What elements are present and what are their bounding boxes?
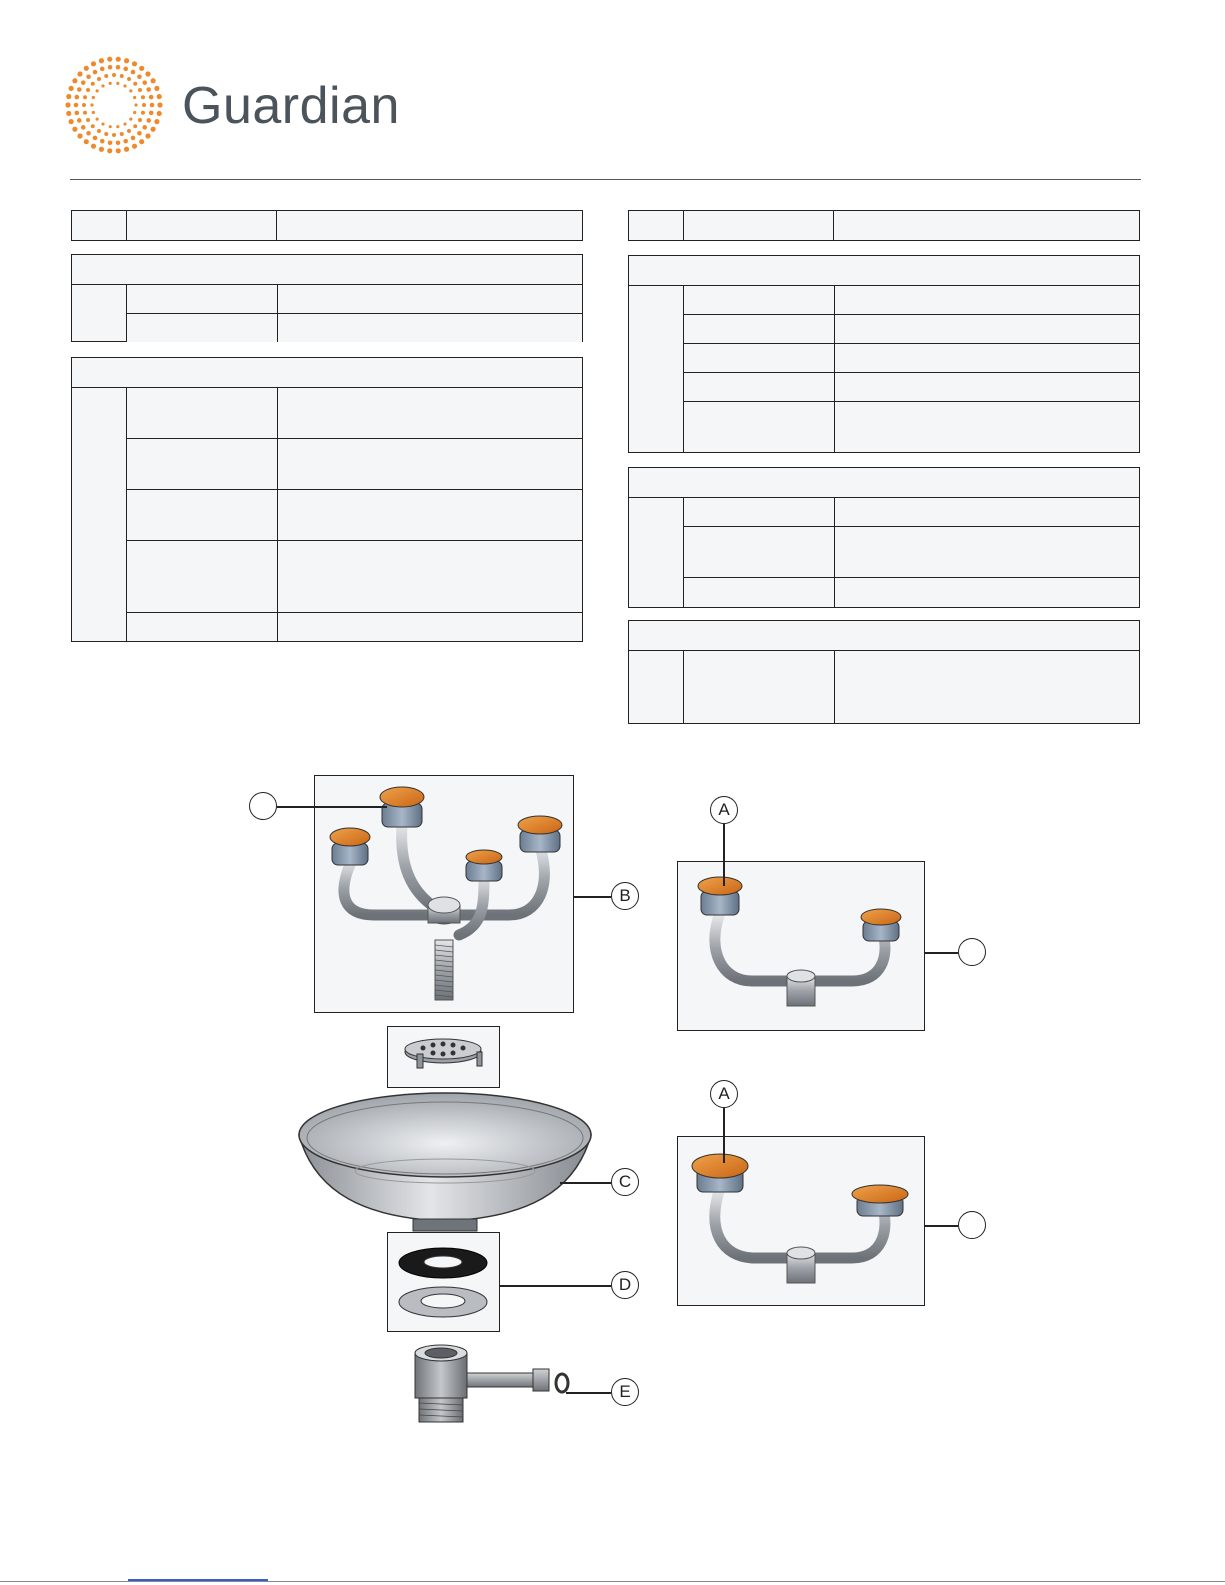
header-rule: [70, 179, 1141, 180]
section-title: [629, 256, 1139, 286]
bowl-image: [295, 1083, 595, 1233]
spray-head: [466, 850, 502, 881]
parts-table-left: [71, 210, 583, 642]
logo-dot: [72, 78, 77, 83]
logo-dot: [139, 66, 144, 71]
logo-dot: [142, 80, 147, 85]
table-row: [684, 315, 1139, 344]
logo-dot: [69, 86, 74, 91]
logo-dot: [104, 132, 108, 136]
logo-dot: [66, 94, 71, 99]
logo-dot: [131, 70, 136, 75]
logo-dot: [84, 139, 89, 144]
logo-dot: [123, 84, 126, 87]
table-row: [127, 613, 582, 641]
logo-dot: [149, 111, 154, 116]
table-row: [127, 439, 582, 490]
callout-leader: [723, 824, 725, 886]
logo-dot: [120, 132, 124, 136]
callout-leader: [500, 1285, 611, 1287]
section-key-column: [72, 285, 127, 341]
logo-dot: [86, 74, 91, 79]
logo-dot: [93, 70, 98, 75]
logo-dot: [127, 77, 131, 81]
logo-dot: [107, 57, 112, 62]
table-row: [127, 541, 582, 613]
logo-dot: [72, 127, 77, 132]
logo-dot: [131, 136, 136, 141]
table-row: [127, 388, 582, 439]
callout-a: A: [710, 796, 738, 824]
callout-blank: [249, 792, 277, 820]
four-head-spray-assembly-image: [314, 775, 574, 1013]
logo-dot: [92, 111, 95, 114]
table-row: [684, 651, 1139, 723]
logo-dot: [101, 122, 104, 125]
callout-leader: [925, 1225, 958, 1227]
section-title: [72, 255, 582, 285]
logo-dot: [86, 118, 90, 122]
table-section: [71, 357, 583, 642]
section-title: [72, 358, 582, 388]
logo-dot: [81, 80, 86, 85]
callout-a: A: [710, 1080, 738, 1108]
logo-dot: [154, 119, 159, 124]
table-row: [684, 373, 1139, 402]
logo-dot: [109, 125, 112, 128]
logo-dot: [96, 118, 99, 121]
section-key-column: [72, 388, 127, 641]
logo-dot: [123, 67, 128, 72]
table-section: [71, 254, 583, 342]
logo-dot: [141, 111, 145, 115]
table-row: [127, 314, 582, 342]
spray-head: [330, 828, 370, 865]
logo-dot: [151, 78, 156, 83]
parts-table-right: [628, 210, 1140, 724]
logo-dot: [65, 102, 70, 107]
logo-dot: [108, 140, 113, 145]
logo-dot: [145, 133, 150, 138]
footer-rule: [0, 1581, 1225, 1582]
logo-dot: [142, 103, 146, 107]
table-header: [628, 210, 1140, 241]
logo-dot: [146, 87, 151, 92]
logo-dot: [91, 82, 95, 86]
callout-leader: [925, 952, 958, 954]
logo-dot: [146, 118, 151, 123]
callout-leader: [723, 1108, 725, 1163]
callout-leader: [560, 1182, 611, 1184]
logo-dot: [116, 140, 121, 145]
table-header: [71, 210, 583, 241]
callout-blank: [958, 938, 986, 966]
logo-dot: [96, 89, 99, 92]
logo-dot: [75, 95, 80, 100]
logo-dot: [100, 67, 105, 72]
logo-dot: [84, 66, 89, 71]
logo-dot: [133, 82, 137, 86]
logo-dot: [116, 82, 119, 85]
logo-dot: [82, 103, 86, 107]
callout-d: D: [611, 1271, 639, 1299]
logo-dot: [141, 95, 145, 99]
logo-dot: [77, 71, 82, 76]
two-head-spray-assembly-large-caps-image: [677, 1136, 925, 1306]
logo-dot: [133, 111, 136, 114]
logo-dot: [116, 148, 121, 153]
logo-dot: [124, 147, 129, 152]
logo-dot: [81, 125, 86, 130]
logo-dot: [132, 144, 137, 149]
logo-dot: [112, 133, 116, 137]
logo-dot: [104, 74, 108, 78]
logo-dot: [112, 73, 116, 77]
callout-b: B: [611, 882, 639, 910]
logo-dot: [127, 129, 131, 133]
table-row: [684, 578, 1139, 607]
logo-dot: [108, 65, 113, 70]
logo-dot: [75, 111, 80, 116]
logo-dot: [129, 89, 132, 92]
logo-dot: [157, 102, 162, 107]
callout-blank: [958, 1211, 986, 1239]
guardian-logo-icon: [64, 55, 164, 155]
callout-leader: [566, 1392, 611, 1394]
logo-dot: [91, 124, 95, 128]
brand-name: Guardian: [182, 77, 400, 135]
logo-dot: [120, 74, 124, 78]
section-key-column: [629, 286, 684, 452]
table-section: [628, 467, 1140, 608]
logo-dot: [69, 119, 74, 124]
table-row: [684, 498, 1139, 527]
logo-dot: [101, 84, 104, 87]
callout-leader: [277, 806, 387, 808]
logo-dot: [97, 77, 101, 81]
table-section: [628, 620, 1140, 724]
logo-dot: [77, 133, 82, 138]
table-row: [684, 344, 1139, 373]
logo-dot: [142, 125, 147, 130]
table-row: [127, 490, 582, 541]
logo-dot: [145, 71, 150, 76]
logo-dot: [134, 103, 137, 106]
logo-dot: [129, 118, 132, 121]
table-row: [684, 402, 1139, 452]
logo-dot: [124, 58, 129, 63]
logo-dot: [138, 118, 142, 122]
two-head-spray-assembly-image: [677, 861, 925, 1031]
logo-dot: [99, 147, 104, 152]
logo-dot: [83, 111, 87, 115]
logo-dot: [151, 127, 156, 132]
table-row: [127, 285, 582, 314]
logo-dot: [77, 87, 82, 92]
logo-dot: [91, 61, 96, 66]
table-row: [684, 527, 1139, 578]
logo-dot: [116, 57, 121, 62]
table-section: [628, 255, 1140, 453]
logo-dot: [139, 139, 144, 144]
logo-dot: [138, 88, 142, 92]
logo-dot: [107, 148, 112, 153]
logo-dot: [91, 144, 96, 149]
logo-dot: [149, 95, 154, 100]
logo-dot: [133, 124, 137, 128]
logo-dot: [137, 131, 142, 136]
logo-dot: [100, 139, 105, 144]
logo-dot: [157, 94, 162, 99]
logo-dot: [154, 86, 159, 91]
gasket-and-washer-image: [387, 1232, 500, 1332]
section-key-column: [629, 498, 684, 607]
strainer-image: [387, 1026, 500, 1088]
logo-dot: [150, 103, 155, 108]
callout-e: E: [611, 1378, 639, 1406]
logo-dot: [77, 118, 82, 123]
logo-dot: [116, 65, 121, 70]
logo-dot: [157, 111, 162, 116]
logo-dot: [109, 82, 112, 85]
section-title: [629, 468, 1139, 498]
logo-dot: [137, 74, 142, 79]
logo-dot: [86, 131, 91, 136]
logo-dot: [116, 125, 119, 128]
logo-dot: [83, 95, 87, 99]
logo-dot: [74, 103, 79, 108]
logo-dot: [132, 61, 137, 66]
logo-dot: [123, 122, 126, 125]
table-row: [684, 286, 1139, 315]
logo-dot: [90, 103, 93, 106]
callout-leader: [574, 896, 611, 898]
logo-dot: [92, 96, 95, 99]
logo-dot: [86, 88, 90, 92]
logo-dot: [99, 58, 104, 63]
spray-head: [518, 816, 562, 852]
logo-dot: [66, 111, 71, 116]
logo-dot: [93, 136, 98, 141]
section-key-column: [629, 651, 684, 723]
supply-tee-image: [405, 1343, 580, 1428]
section-title: [629, 621, 1139, 651]
logo-dot: [123, 139, 128, 144]
callout-c: C: [611, 1168, 639, 1196]
logo-dot: [133, 96, 136, 99]
logo-dot: [97, 129, 101, 133]
